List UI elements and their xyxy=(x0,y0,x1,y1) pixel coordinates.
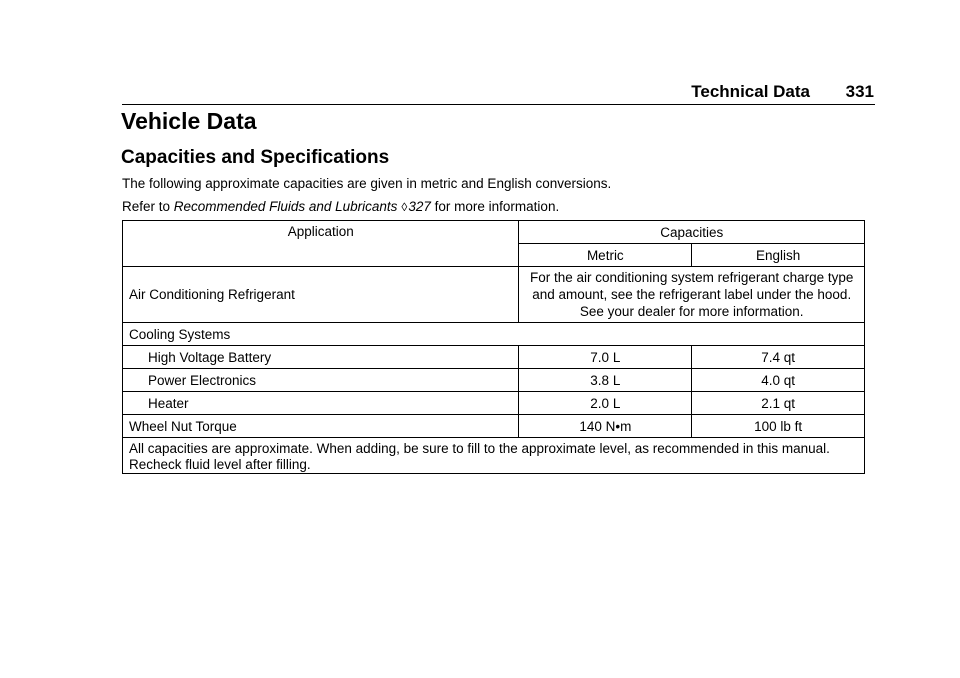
table-footnote: All capacities are approximate. When adding, be sure to fill to the approximate level, as recommended in this manual. Recheck fluid level after filling. xyxy=(123,438,865,474)
table-footnote-row xyxy=(123,438,865,474)
row-label: Power Electronics xyxy=(123,369,519,392)
torque-metric: 140 N•m xyxy=(519,415,692,438)
row-metric: 2.0 L xyxy=(519,392,692,415)
page-title: Vehicle Data xyxy=(121,108,257,134)
ac-note: For the air conditioning system refrigerant charge type and amount, see the refrigerant label under the hood. See your dealer for more information. xyxy=(519,267,865,323)
header-application: Application xyxy=(123,221,519,267)
row-english: 7.4 qt xyxy=(692,346,865,369)
reference-link[interactable]: Recommended Fluids and Lubricants xyxy=(173,199,398,214)
row-english: 2.1 qt xyxy=(692,392,865,415)
torque-label: Wheel Nut Torque xyxy=(123,415,519,438)
row-label: Heater xyxy=(123,392,519,415)
page-header xyxy=(122,82,875,105)
table-row xyxy=(123,323,865,346)
table-header-row xyxy=(123,221,865,244)
reference-prefix: Refer to xyxy=(122,199,171,214)
reference-suffix: for more information. xyxy=(434,199,560,214)
page-number: 331 xyxy=(845,82,874,101)
table-row xyxy=(123,392,865,415)
intro-text: The following approximate capacities are given in metric and English conversions. xyxy=(122,176,612,191)
header-english: English xyxy=(692,244,865,267)
page-reference-icon: ◊ xyxy=(401,200,408,214)
torque-english: 100 lb ft xyxy=(692,415,865,438)
header-capacities: Capacities xyxy=(519,221,865,244)
capacities-table xyxy=(122,220,865,474)
table-row xyxy=(123,267,865,323)
row-metric: 3.8 L xyxy=(519,369,692,392)
table-row xyxy=(123,369,865,392)
section-heading: Capacities and Specifications xyxy=(121,147,390,168)
row-metric: 7.0 L xyxy=(519,346,692,369)
header-metric: Metric xyxy=(519,244,692,267)
row-english: 4.0 qt xyxy=(692,369,865,392)
table-row xyxy=(123,346,865,369)
row-label: High Voltage Battery xyxy=(123,346,519,369)
cooling-systems-label: Cooling Systems xyxy=(123,323,865,346)
reference-text xyxy=(122,199,559,214)
section-title: Technical Data xyxy=(691,82,810,101)
table-row xyxy=(123,415,865,438)
ac-label: Air Conditioning Refrigerant xyxy=(123,267,519,323)
reference-page-link[interactable]: 327 xyxy=(408,199,431,214)
